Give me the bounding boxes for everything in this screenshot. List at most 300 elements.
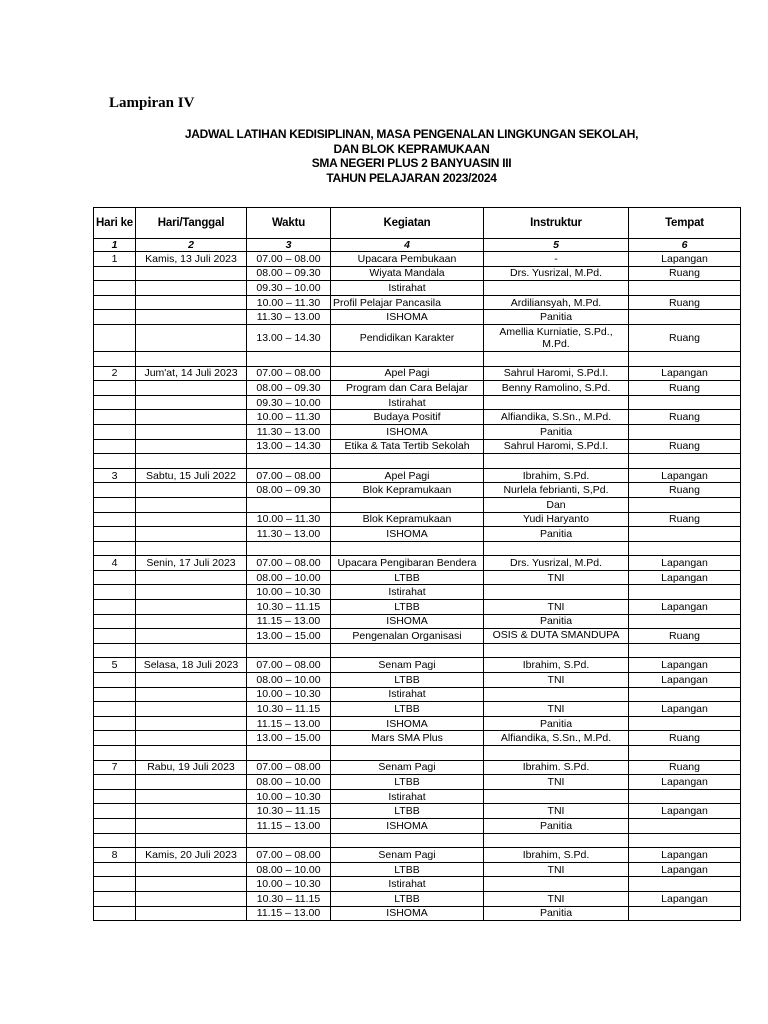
activity-cell (331, 454, 484, 469)
day-number-cell (94, 687, 136, 702)
day-number-cell (94, 877, 136, 892)
date-cell (136, 483, 247, 498)
place-cell (629, 527, 741, 542)
day-number-cell (94, 906, 136, 921)
activity-cell: LTBB (331, 702, 484, 717)
table-row (94, 862, 741, 877)
place-cell: Lapangan (629, 775, 741, 790)
date-cell (136, 673, 247, 688)
date-cell (136, 324, 247, 351)
place-cell: Lapangan (629, 658, 741, 673)
column-number: 1 (94, 239, 136, 252)
place-cell (629, 454, 741, 469)
instructor-cell: Benny Ramolino, S.Pd. (484, 381, 629, 396)
title-line: SMA NEGERI PLUS 2 BANYUASIN III (311, 156, 512, 170)
time-cell: 11.15 – 13.00 (247, 614, 331, 629)
day-number-cell (94, 775, 136, 790)
place-cell (629, 310, 741, 325)
table-row (94, 454, 741, 469)
instructor-cell (484, 281, 629, 296)
activity-cell: ISHOMA (331, 527, 484, 542)
date-cell: Kamis, 20 Juli 2023 (136, 848, 247, 863)
instructor-cell: Ibrahim, S.Pd. (484, 468, 629, 483)
day-number-cell (94, 862, 136, 877)
time-cell: 08.00 – 09.30 (247, 266, 331, 281)
time-cell: 07.00 – 08.00 (247, 252, 331, 267)
date-cell (136, 804, 247, 819)
table-row (94, 775, 741, 790)
activity-cell: ISHOMA (331, 614, 484, 629)
place-cell: Ruang (629, 512, 741, 527)
instructor-cell: Panitia (484, 527, 629, 542)
activity-cell: LTBB (331, 862, 484, 877)
column-header: Hari/Tanggal (136, 208, 247, 239)
day-number-cell (94, 527, 136, 542)
column-header: Hari ke (94, 208, 136, 239)
title-line: DAN BLOK KEPRAMUKAAN (333, 141, 490, 156)
activity-cell (331, 746, 484, 761)
time-cell: 08.00 – 10.00 (247, 673, 331, 688)
place-cell: Ruang (629, 760, 741, 775)
activity-cell: ISHOMA (331, 424, 484, 439)
day-number-cell (94, 454, 136, 469)
table-row (94, 716, 741, 731)
place-cell (629, 906, 741, 921)
instructor-cell: Ibrahim, S.Pd. (484, 658, 629, 673)
day-number-cell (94, 643, 136, 658)
instructor-cell: Drs. Yusrizal, M.Pd. (484, 556, 629, 571)
activity-cell: Budaya Positif (331, 410, 484, 425)
time-cell: 10.00 – 10.30 (247, 789, 331, 804)
date-cell (136, 266, 247, 281)
activity-cell: Blok Kepramukaan (331, 512, 484, 527)
date-cell (136, 716, 247, 731)
place-cell: Ruang (629, 410, 741, 425)
activity-cell: LTBB (331, 673, 484, 688)
column-header: Waktu (247, 208, 331, 239)
instructor-cell (484, 687, 629, 702)
day-number-cell (94, 541, 136, 556)
activity-cell: Istirahat (331, 585, 484, 600)
date-cell (136, 643, 247, 658)
time-cell: 11.30 – 13.00 (247, 424, 331, 439)
activity-cell (331, 833, 484, 848)
day-number-cell (94, 833, 136, 848)
date-cell (136, 381, 247, 396)
activity-cell (331, 351, 484, 366)
date-cell (136, 600, 247, 615)
activity-cell: LTBB (331, 600, 484, 615)
time-cell: 07.00 – 08.00 (247, 556, 331, 571)
table-row (94, 556, 741, 571)
table-row (94, 410, 741, 425)
date-cell (136, 877, 247, 892)
table-row (94, 600, 741, 615)
day-number-cell: 2 (94, 366, 136, 381)
place-cell (629, 497, 741, 512)
time-cell: 07.00 – 08.00 (247, 658, 331, 673)
place-cell: Ruang (629, 381, 741, 396)
time-cell: 08.00 – 10.00 (247, 775, 331, 790)
activity-cell (331, 497, 484, 512)
activity-cell: LTBB (331, 775, 484, 790)
instructor-cell (484, 789, 629, 804)
table-row (94, 468, 741, 483)
instructor-cell: TNI (484, 775, 629, 790)
column-number: 5 (484, 239, 629, 252)
instructor-cell (484, 833, 629, 848)
date-cell (136, 746, 247, 761)
day-number-cell (94, 324, 136, 351)
table-row (94, 570, 741, 585)
activity-cell: Senam Pagi (331, 658, 484, 673)
date-cell (136, 512, 247, 527)
place-cell (629, 746, 741, 761)
instructor-cell: Drs. Yusrizal, M.Pd. (484, 266, 629, 281)
column-number: 2 (136, 239, 247, 252)
date-cell (136, 295, 247, 310)
day-number-cell (94, 497, 136, 512)
place-cell: Lapangan (629, 600, 741, 615)
activity-cell: ISHOMA (331, 906, 484, 921)
table-row (94, 760, 741, 775)
place-cell (629, 541, 741, 556)
instructor-cell: Panitia (484, 818, 629, 833)
instructor-cell: TNI (484, 673, 629, 688)
time-cell: 09.30 – 10.00 (247, 395, 331, 410)
place-cell: Lapangan (629, 252, 741, 267)
instructor-cell: Alfiandika, S.Sn., M.Pd. (484, 410, 629, 425)
place-cell: Ruang (629, 295, 741, 310)
time-cell: 07.00 – 08.00 (247, 468, 331, 483)
activity-cell: LTBB (331, 804, 484, 819)
time-cell: 10.00 – 11.30 (247, 295, 331, 310)
instructor-cell: Ibrahim, S.Pd. (484, 848, 629, 863)
activity-cell: Profil Pelajar Pancasila (331, 295, 484, 310)
activity-cell: LTBB (331, 891, 484, 906)
lampiran-heading: Lampiran IV (109, 95, 195, 111)
time-cell (247, 833, 331, 848)
table-row (94, 527, 741, 542)
column-header: Instruktur (484, 208, 629, 239)
instructor-cell (484, 877, 629, 892)
day-number-cell (94, 281, 136, 296)
table-row (94, 483, 741, 498)
activity-cell (331, 541, 484, 556)
table-row (94, 877, 741, 892)
instructor-cell: Nurlela febrianti, S,Pd. (484, 483, 629, 498)
date-cell (136, 541, 247, 556)
column-number: 3 (247, 239, 331, 252)
time-cell: 07.00 – 08.00 (247, 366, 331, 381)
date-cell (136, 527, 247, 542)
table-row (94, 266, 741, 281)
place-cell (629, 351, 741, 366)
date-cell (136, 281, 247, 296)
day-number-cell (94, 731, 136, 746)
time-cell: 10.30 – 11.15 (247, 804, 331, 819)
time-cell: 10.00 – 11.30 (247, 410, 331, 425)
place-cell: Ruang (629, 483, 741, 498)
date-cell (136, 454, 247, 469)
time-cell: 13.00 – 14.30 (247, 439, 331, 454)
time-cell: 11.15 – 13.00 (247, 906, 331, 921)
instructor-cell: Panitia (484, 424, 629, 439)
table-row (94, 746, 741, 761)
time-cell: 11.30 – 13.00 (247, 527, 331, 542)
table-header-row (94, 208, 741, 239)
table-row (94, 789, 741, 804)
table-row (94, 310, 741, 325)
instructor-cell (484, 585, 629, 600)
date-cell (136, 906, 247, 921)
table-row (94, 818, 741, 833)
date-cell: Rabu, 19 Juli 2023 (136, 760, 247, 775)
time-cell (247, 351, 331, 366)
day-number-cell (94, 600, 136, 615)
instructor-cell (484, 643, 629, 658)
instructor-cell: Ardiliansyah, M.Pd. (484, 295, 629, 310)
activity-cell: Wiyata Mandala (331, 266, 484, 281)
day-number-cell (94, 804, 136, 819)
place-cell: Ruang (629, 731, 741, 746)
place-cell: Lapangan (629, 862, 741, 877)
day-number-cell: 4 (94, 556, 136, 571)
title-line: TAHUN PELAJARAN 2023/2024 (326, 170, 497, 185)
instructor-cell: TNI (484, 804, 629, 819)
table-row (94, 585, 741, 600)
instructor-cell: TNI (484, 702, 629, 717)
table-row (94, 395, 741, 410)
table-row (94, 252, 741, 267)
activity-cell: Etika & Tata Tertib Sekolah (331, 439, 484, 454)
time-cell: 10.30 – 11.15 (247, 702, 331, 717)
day-number-cell: 3 (94, 468, 136, 483)
place-cell (629, 818, 741, 833)
activity-cell: Upacara Pembukaan (331, 252, 484, 267)
place-cell (629, 789, 741, 804)
instructor-cell (484, 454, 629, 469)
day-number-cell (94, 266, 136, 281)
time-cell: 08.00 – 09.30 (247, 483, 331, 498)
time-cell: 07.00 – 08.00 (247, 848, 331, 863)
place-cell: Lapangan (629, 891, 741, 906)
day-number-cell (94, 673, 136, 688)
day-number-cell: 5 (94, 658, 136, 673)
activity-cell: Pengenalan Organisasi (331, 629, 484, 644)
table-row (94, 804, 741, 819)
date-cell (136, 497, 247, 512)
time-cell: 13.00 – 15.00 (247, 629, 331, 644)
activity-cell (331, 643, 484, 658)
activity-cell: Upacara Pengibaran Bendera (331, 556, 484, 571)
table-row (94, 324, 741, 351)
instructor-cell: TNI (484, 862, 629, 877)
date-cell (136, 702, 247, 717)
place-cell (629, 833, 741, 848)
place-cell: Lapangan (629, 804, 741, 819)
table-row (94, 424, 741, 439)
activity-cell: Program dan Cara Belajar (331, 381, 484, 396)
activity-cell: LTBB (331, 570, 484, 585)
date-cell (136, 585, 247, 600)
day-number-cell (94, 410, 136, 425)
activity-cell: Mars SMA Plus (331, 731, 484, 746)
place-cell: Ruang (629, 629, 741, 644)
place-cell: Lapangan (629, 673, 741, 688)
date-cell (136, 410, 247, 425)
place-cell (629, 716, 741, 731)
time-cell (247, 643, 331, 658)
date-cell (136, 424, 247, 439)
column-number: 4 (331, 239, 484, 252)
time-cell: 08.00 – 10.00 (247, 862, 331, 877)
day-number-cell (94, 381, 136, 396)
day-number-cell: 7 (94, 760, 136, 775)
table-row (94, 366, 741, 381)
table-row (94, 702, 741, 717)
time-cell: 11.15 – 13.00 (247, 716, 331, 731)
date-cell (136, 862, 247, 877)
time-cell (247, 454, 331, 469)
place-cell: Lapangan (629, 556, 741, 571)
table-row (94, 351, 741, 366)
day-number-cell (94, 395, 136, 410)
instructor-cell: Panitia (484, 614, 629, 629)
instructor-cell: Yudi Haryanto (484, 512, 629, 527)
date-cell (136, 310, 247, 325)
table-row (94, 833, 741, 848)
date-cell (136, 687, 247, 702)
place-cell (629, 643, 741, 658)
instructor-cell: TNI (484, 570, 629, 585)
date-cell: Senin, 17 Juli 2023 (136, 556, 247, 571)
time-cell: 10.00 – 10.30 (247, 687, 331, 702)
table-row (94, 295, 741, 310)
place-cell: Lapangan (629, 702, 741, 717)
day-number-cell (94, 351, 136, 366)
place-cell: Lapangan (629, 366, 741, 381)
column-header: Tempat (629, 208, 741, 239)
time-cell: 09.30 – 10.00 (247, 281, 331, 296)
activity-cell: ISHOMA (331, 818, 484, 833)
table-row (94, 906, 741, 921)
table-row (94, 687, 741, 702)
place-cell (629, 585, 741, 600)
table-row (94, 439, 741, 454)
day-number-cell (94, 702, 136, 717)
instructor-cell: Panitia (484, 716, 629, 731)
activity-cell: ISHOMA (331, 716, 484, 731)
activity-cell: Apel Pagi (331, 468, 484, 483)
instructor-cell (484, 746, 629, 761)
date-cell (136, 731, 247, 746)
instructor-cell: TNI (484, 891, 629, 906)
instructor-cell: Alfiandika, S.Sn., M.Pd. (484, 731, 629, 746)
date-cell (136, 833, 247, 848)
date-cell (136, 891, 247, 906)
time-cell: 10.00 – 10.30 (247, 877, 331, 892)
time-cell: 10.00 – 11.30 (247, 512, 331, 527)
table-row (94, 541, 741, 556)
time-cell: 07.00 – 08.00 (247, 760, 331, 775)
time-cell: 13.00 – 14.30 (247, 324, 331, 351)
day-number-cell (94, 891, 136, 906)
place-cell (629, 424, 741, 439)
day-number-cell (94, 512, 136, 527)
instructor-cell: Sahrul Haromi, S.Pd.I. (484, 439, 629, 454)
activity-cell: ISHOMA (331, 310, 484, 325)
place-cell: Ruang (629, 324, 741, 351)
table-row (94, 848, 741, 863)
activity-cell: Istirahat (331, 281, 484, 296)
table-row (94, 381, 741, 396)
activity-cell: Blok Kepramukaan (331, 483, 484, 498)
table-row (94, 512, 741, 527)
day-number-cell (94, 789, 136, 804)
column-header: Kegiatan (331, 208, 484, 239)
date-cell (136, 570, 247, 585)
place-cell: Lapangan (629, 570, 741, 585)
time-cell: 13.00 – 15.00 (247, 731, 331, 746)
place-cell: Lapangan (629, 848, 741, 863)
date-cell (136, 789, 247, 804)
day-number-cell: 8 (94, 848, 136, 863)
date-cell (136, 818, 247, 833)
activity-cell: Senam Pagi (331, 760, 484, 775)
time-cell (247, 541, 331, 556)
instructor-cell: Dan (484, 497, 629, 512)
time-cell: 08.00 – 09.30 (247, 381, 331, 396)
place-cell (629, 281, 741, 296)
instructor-cell: Panitia (484, 310, 629, 325)
table-row (94, 614, 741, 629)
table-row (94, 643, 741, 658)
activity-cell: Istirahat (331, 395, 484, 410)
time-cell: 10.30 – 11.15 (247, 600, 331, 615)
table-row (94, 891, 741, 906)
day-number-cell: 1 (94, 252, 136, 267)
date-cell (136, 395, 247, 410)
activity-cell: Istirahat (331, 687, 484, 702)
date-cell: Jum'at, 14 Juli 2023 (136, 366, 247, 381)
place-cell (629, 687, 741, 702)
column-number-row (94, 239, 741, 252)
date-cell: Sabtu, 15 Juli 2022 (136, 468, 247, 483)
title-line: JADWAL LATIHAN KEDISIPLINAN, MASA PENGENALAN LINGKUNGAN SEKOLAH, (184, 127, 639, 141)
day-number-cell (94, 570, 136, 585)
place-cell (629, 395, 741, 410)
instructor-cell (484, 541, 629, 556)
date-cell (136, 439, 247, 454)
instructor-cell: OSIS & DUTA SMANDUPA (484, 629, 629, 644)
instructor-cell: Ibrahim. S.Pd. (484, 760, 629, 775)
day-number-cell (94, 746, 136, 761)
place-cell: Ruang (629, 439, 741, 454)
day-number-cell (94, 439, 136, 454)
instructor-cell: Panitia (484, 906, 629, 921)
schedule-body (94, 252, 741, 921)
date-cell (136, 351, 247, 366)
day-number-cell (94, 310, 136, 325)
activity-cell: Istirahat (331, 789, 484, 804)
date-cell (136, 775, 247, 790)
column-number: 6 (629, 239, 741, 252)
instructor-cell: TNI (484, 600, 629, 615)
place-cell (629, 877, 741, 892)
time-cell: 10.00 – 10.30 (247, 585, 331, 600)
date-cell (136, 629, 247, 644)
